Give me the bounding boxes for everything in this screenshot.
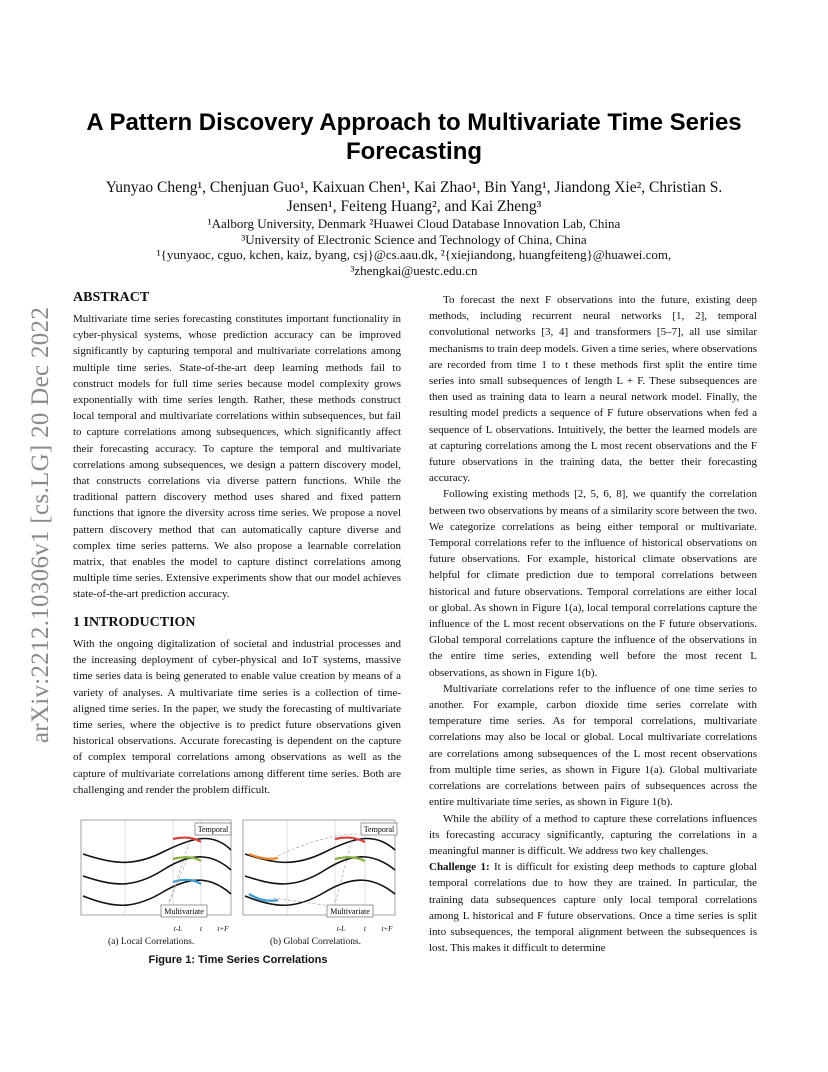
panel-b-tick-t-l: t-L [336,925,346,933]
panel-a-multivariate-label: Multivariate [164,907,204,916]
paragraph-challenges: While the ability of a method to capture these correlations influences its forecasting accuracy significantly, capturing the correlations in a meaningful manner is difficult. We address two key challenges. [429,812,757,857]
subcaption-b: (b) Global Correlations. [270,937,362,947]
challenge-1-label: Challenge 1: [429,861,490,874]
panel-global-correlations [243,820,397,933]
introduction-heading: 1 INTRODUCTION [73,615,196,630]
abstract-heading: ABSTRACT [73,290,150,305]
paragraph-forecast: To forecast the next F observations into the future, existing deep methods, including recurrent neural networks [1, 2], temporal convolutional networks [3, 4] and transformers [5–7], all use similar mechanisms to train deep models. Given a time series, where observations are recorded from time 1 to t these methods first split the entire time series into small subsequences of length L + F. These subsequences are then used as training data to learn a neural network model. Finally, the resulting model predicts a sequence of F future observations when fed a sequence of L observations. Intuitively, the better the learned models are at capturing correlations among the L most recent observations and the F future observations in the training data, the better their forecasting accuracy. [429,294,757,485]
figure-1-graphic [73,812,403,940]
affiliations [90,216,738,278]
panel-a-temporal-label: Temporal [197,825,229,834]
panel-a-tick-t-f: t+F [217,925,229,933]
affiliation-line-3: ¹{yunyaoc, cguo, kchen, kaiz, byang, csj}@cs.aau.dk, ²{xiejiandong, huangfeiteng}@huawei.com, [156,247,672,262]
panel-b-temporal-label: Temporal [363,825,395,834]
authors [90,178,738,216]
abstract-text: Multivariate time series forecasting constitutes important functionality in cyber-physical systems, whose prediction accuracy can be improved significantly by capturing temporal and multivariate correlations among multiple time series. State-of-the-art deep learning methods fail to construct models for full time series because model complexity grows exponentially with time series length. Rather, these methods construct local temporal and multivariate correlations within subsequences, but fail to capture correlations among subsequences, which significantly affect their forecasting accuracy. To capture the temporal and multivariate correlations among subsequences, we design a pattern discovery model, that constructs correlations via diverse pattern functions. While the traditional pattern discovery method uses shared and fixed pattern functions that ignore the diversity across time series. We propose a novel pattern discovery method that can automatically capture diverse and complex time series patterns. We also propose a learnable correlation matrix, that enables the model to capture distinct correlations among multiple time series. Extensive experiments show that our model achieves state-of-the-art prediction accuracy. [73,313,401,601]
affiliation-line-1: ¹Aalborg University, Denmark ²Huawei Cloud Database Innovation Lab, China [207,216,621,231]
panel-local-correlations [81,820,231,933]
affiliation-line-2: ³University of Electronic Science and Technology of China, China [241,231,587,247]
panel-b-tick-t: t [364,925,366,933]
panel-a-tick-t: t [200,925,202,933]
right-column [429,292,757,956]
challenge-1-text: It is difficult for existing deep methods to capture global temporal correlations due to how they are trained. In particular, the training data subsequences capture only local temporal correlations among L historical and F future observations. Once a time series is split into subsequences, the temporal alignment between the subsequences is lost. This makes it difficult to determine [429,861,757,955]
paragraph-multivariate: Multivariate correlations refer to the influence of one time series to another. For example, carbon dioxide time series correlate with temperature time series. As for temporal correlations, multivariate correlations may also be local or global. Local multivariate correlations are correlations among subsequences of the L most recent observations from multiple time series, as shown in Figure 1(a). Global multivariate correlations are correlations between pairs of subsequences across the entire multivariate time series, as shown in Figure 1(b). [429,682,757,809]
abstract-section [73,290,401,603]
authors-line-2: Jensen¹, Feiteng Huang², and Kai Zheng³ [286,198,542,215]
affiliation-line-4: ³zhengkai@uestc.edu.cn [350,262,478,278]
paper-title: A Pattern Discovery Approach to Multivariate Time Series Forecasting [86,109,742,165]
introduction-text: With the ongoing digitalization of societal and industrial processes and the increasing deployment of cyber-physical and IoT systems, massive time series data is being generated to enable value creation by means of a variety of analyses. A multivariate time series is a collection of time-aligned time series. In the paper, we study the forecasting of multivariate time series, where the objective is to predict future observations given historical observations. Accurate forecasting is dependent on the capture of complex temporal correlations among observations as well as the capture of multivariate correlations among different time series. Both are challenging and render the problem difficult. [73,638,401,796]
subcaption-a: (a) Local Correlations. [108,937,195,947]
figure-1-caption: Figure 1: Time Series Correlations [148,954,328,966]
introduction-section [73,615,401,798]
arxiv-side-identifier: arXiv:2212.10306v1 [cs.LG] 20 Dec 2022 [27,306,54,744]
authors-line-1: Yunyao Cheng¹, Chenjuan Guo¹, Kaixuan Chen¹, Kai Zhao¹, Bin Yang¹, Jiandong Xie², Christian S. [105,179,723,196]
panel-b-tick-t-f: t+F [381,925,393,933]
panel-a-tick-t-l: t-L [173,925,183,933]
figure-1 [73,812,403,972]
paragraph-challenge-1 [429,859,757,956]
panel-b-multivariate-label: Multivariate [330,907,370,916]
paragraph-correlations: Following existing methods [2, 5, 6, 8], we quantify the correlation between two observations by means of a similarity score between the two. We categorize correlations as being either temporal or multivariate. Temporal correlations refer to the influence of historical observations on future observations. For example, historical climate observations are helpful for climate prediction due to temporal correlations between historical and future observations. Temporal correlations are either local or global. As shown in Figure 1(a), local temporal correlations capture the influence of the L most recent observations on the F future observations. Global temporal correlations capture the influence of the observations in the entire time series, extending well before the most recent L observations, as shown in Figure 1(b). [429,488,757,679]
